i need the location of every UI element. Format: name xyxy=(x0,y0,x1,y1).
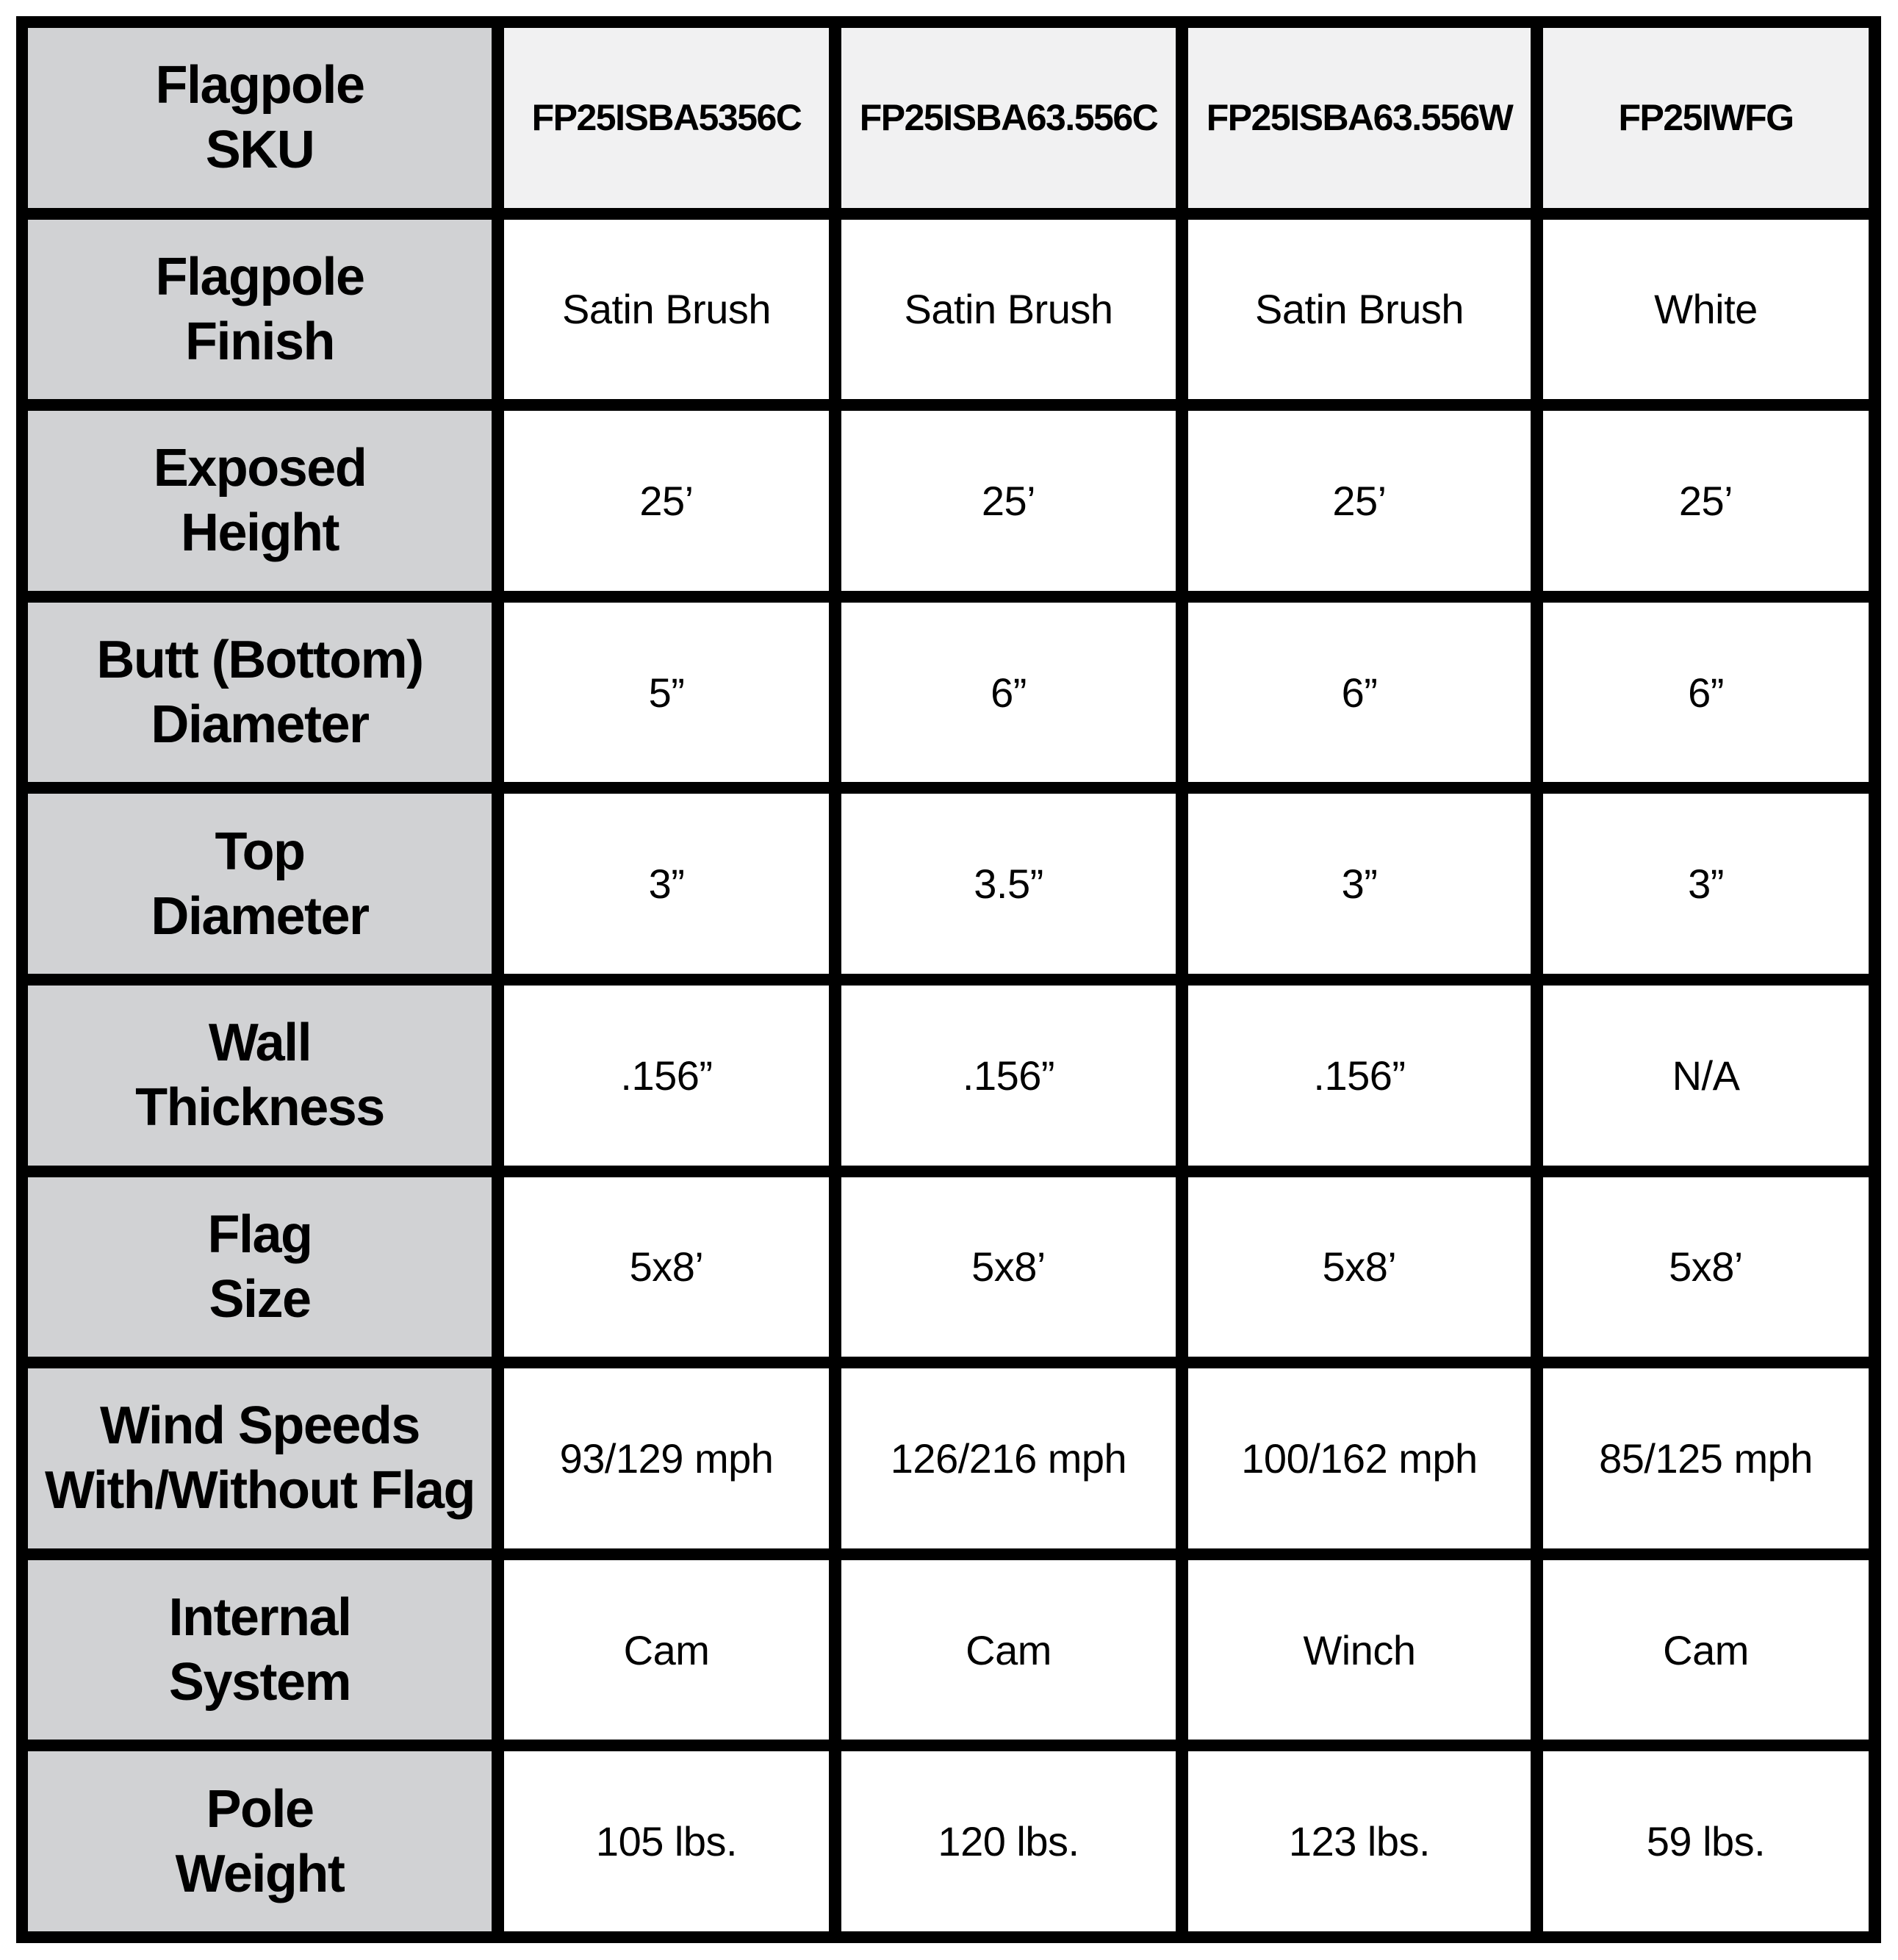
wind-speeds-cell: 126/216 mph xyxy=(841,1368,1176,1548)
finish-cell: White xyxy=(1543,220,1869,400)
sku-cell: FP25ISBA5356C xyxy=(504,28,829,208)
row-label-butt-diameter xyxy=(28,603,492,783)
exposed-height-cell: 25’ xyxy=(1188,411,1531,591)
row-label-line: Top xyxy=(215,822,305,881)
finish-cell: Satin Brush xyxy=(504,220,829,400)
flag-size-cell: 5x8’ xyxy=(1543,1177,1869,1357)
exposed-height-cell: 25’ xyxy=(841,411,1176,591)
sku-cell: FP25IWFG xyxy=(1543,28,1869,208)
row-label-line: Finish xyxy=(184,312,334,371)
row-label-line: Flag xyxy=(207,1205,312,1264)
pole-weight-cell: 120 lbs. xyxy=(841,1751,1176,1931)
wind-speeds-cell: 93/129 mph xyxy=(504,1368,829,1548)
butt-diameter-cell: 5” xyxy=(504,603,829,783)
top-diameter-cell: 3.5” xyxy=(841,794,1176,974)
row-label-line: Diameter xyxy=(151,886,369,946)
wall-thickness-cell: .156” xyxy=(1188,986,1531,1166)
wall-thickness-cell: .156” xyxy=(841,986,1176,1166)
butt-diameter-cell: 6” xyxy=(1188,603,1531,783)
row-label-pole-weight xyxy=(28,1751,492,1931)
finish-cell: Satin Brush xyxy=(841,220,1176,400)
internal-system-cell: Cam xyxy=(1543,1560,1869,1740)
top-diameter-cell: 3” xyxy=(1188,794,1531,974)
internal-system-cell: Winch xyxy=(1188,1560,1531,1740)
pole-weight-cell: 123 lbs. xyxy=(1188,1751,1531,1931)
wall-thickness-cell: .156” xyxy=(504,986,829,1166)
finish-cell: Satin Brush xyxy=(1188,220,1531,400)
wind-speeds-cell: 85/125 mph xyxy=(1543,1368,1869,1548)
flag-size-cell: 5x8’ xyxy=(1188,1177,1531,1357)
row-label-line: Pole xyxy=(206,1779,314,1839)
flagpole-spec-table xyxy=(16,16,1881,1943)
flag-size-cell: 5x8’ xyxy=(504,1177,829,1357)
row-label-flag-size xyxy=(28,1177,492,1357)
row-label-top-diameter xyxy=(28,794,492,974)
exposed-height-cell: 25’ xyxy=(504,411,829,591)
row-label-finish xyxy=(28,220,492,400)
wall-thickness-cell: N/A xyxy=(1543,986,1869,1166)
internal-system-cell: Cam xyxy=(841,1560,1176,1740)
top-diameter-cell: 3” xyxy=(504,794,829,974)
row-label-line: Flagpole xyxy=(155,56,364,115)
row-label-line: SKU xyxy=(205,121,314,180)
row-label-line: Internal xyxy=(168,1588,351,1648)
row-label-line: Butt (Bottom) xyxy=(96,631,423,690)
row-label-line: Size xyxy=(209,1269,311,1329)
row-label-internal-system xyxy=(28,1560,492,1740)
row-label-line: With/Without Flag xyxy=(44,1461,475,1521)
butt-diameter-cell: 6” xyxy=(1543,603,1869,783)
pole-weight-cell: 105 lbs. xyxy=(504,1751,829,1931)
butt-diameter-cell: 6” xyxy=(841,603,1176,783)
pole-weight-cell: 59 lbs. xyxy=(1543,1751,1869,1931)
row-label-wall-thickness xyxy=(28,986,492,1166)
row-label-line: Height xyxy=(181,503,339,563)
row-label-line: Weight xyxy=(175,1844,345,1903)
flag-size-cell: 5x8’ xyxy=(841,1177,1176,1357)
row-label-line: Flagpole xyxy=(155,247,364,306)
row-label-wind-speeds xyxy=(28,1368,492,1548)
row-label-line: Exposed xyxy=(153,439,367,498)
row-label-line: Wall xyxy=(208,1013,312,1073)
row-label-line: Thickness xyxy=(135,1078,384,1138)
top-diameter-cell: 3” xyxy=(1543,794,1869,974)
exposed-height-cell: 25’ xyxy=(1543,411,1869,591)
sku-cell: FP25ISBA63.556C xyxy=(841,28,1176,208)
internal-system-cell: Cam xyxy=(504,1560,829,1740)
wind-speeds-cell: 100/162 mph xyxy=(1188,1368,1531,1548)
row-label-exposed-height xyxy=(28,411,492,591)
row-label-line: System xyxy=(168,1653,351,1712)
row-label-line: Diameter xyxy=(151,695,369,755)
row-label-line: Wind Speeds xyxy=(100,1396,420,1456)
sku-cell: FP25ISBA63.556W xyxy=(1188,28,1531,208)
row-label-sku xyxy=(28,28,492,208)
